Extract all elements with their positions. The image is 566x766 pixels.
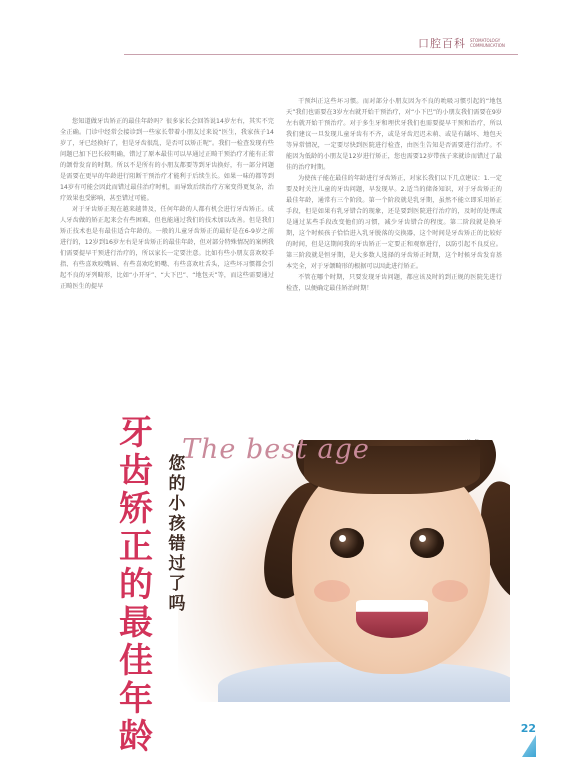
- smiling-mouth: [356, 600, 428, 638]
- main-title: [112, 414, 160, 756]
- child-photo: [178, 440, 510, 702]
- subtitle-char: 过: [168, 554, 186, 574]
- paragraph: 对于牙齿矫正现在越来越普及，任何年龄的人都有机会进行牙齿矫正。成人牙齿做的矫正起来会有些困难，但也能通过我们的技术加以改善。但是我们矫正技术也是有最佳适合年龄的。一般的儿童牙齿矫正的最好是在6-9岁之前进行的，12岁到16岁左右是牙齿矫正的最佳年龄，但对部分特殊情况的案例我们需要提早干预进行治疗的，所以家长一定要注意。比如有些小朋友喜欢咬手指、有些喜欢咬嘴唇、有些喜欢吃奶嘴、有些喜欢吐舌头，这些坏习惯都会引起不良的牙列畸形，比如“小开牙”、“大下巴”、“地包天”等，而这些需要通过正畸医生的提早: [60, 206, 274, 290]
- title-char: 牙: [119, 413, 153, 453]
- title-char: 最: [119, 603, 153, 643]
- title-char: 齿: [119, 451, 153, 491]
- paragraph: 您知道做牙齿矫正的最佳年龄吗？很多家长会回答说14岁左右，其实不完全正确。门诊中经常会接诊到一些家长带着小朋友过来说“医生，我家孩子14岁了，牙已经换好了，但是牙齿很乱，是否可以矫正呢”。我们一检查发现有些问题已加下巴长较明确，错过了原本最佳可以早通过正畸干预治疗才能有正常的颌骨发育的时期。所以不是所有的小朋友都要等到牙齿换好，有一部分问题是需要在更早的年龄进行阻断干预治疗才能利于后续生长。如果一味的都等到14岁有可能会因此而错过最佳治疗时机，而导致后续治疗方案变得更复杂，治疗效果也受影响，甚至错过可能。: [60, 118, 274, 202]
- page-header: [418, 34, 518, 52]
- paragraph: 干预纠正这些坏习惯。而对部分小朋友因为不良的吮吸习惯引起的“地包天”我们也需要在3岁左右就开始干预治疗，对“小下巴”的小朋友我们需要在9岁左右就开始干预治疗。对于多生牙和埋伏牙我们也需要提早干预和治疗，所以我们建议一旦发现儿童牙齿有不齐，或是牙齿迟迟未萌、或是有龋坏、地包天等异常情况，一定要尽快到医院进行检查，由医生告知是否需要进行治疗。不能因为低龄的小朋友是12岁进行矫正，您也需要12岁带孩子来就诊而错过了最佳的治疗时期。: [286, 98, 502, 171]
- title-char: 的: [119, 565, 153, 605]
- subtitle-char: 了: [168, 574, 186, 594]
- title-char: 矫: [119, 489, 153, 529]
- text-column-right: [286, 96, 502, 294]
- cheek-right: [432, 580, 468, 602]
- title-char: 正: [119, 527, 153, 567]
- title-char: 佳: [119, 641, 153, 681]
- subtitle-char: 的: [168, 474, 186, 494]
- eye-left: [330, 528, 364, 558]
- sub-title: [166, 454, 188, 614]
- subtitle-char: 吗: [168, 594, 186, 614]
- subtitle-char: 错: [168, 534, 186, 554]
- text-column-left: [60, 116, 274, 292]
- title-char: 龄: [119, 717, 153, 757]
- section-subtitle-en: STOMATOLOGY COMMUNICATION: [470, 38, 505, 48]
- corner-decoration: [522, 735, 536, 757]
- cheek-left: [314, 580, 350, 602]
- english-title: The best age: [182, 434, 370, 465]
- header-divider: [124, 54, 518, 55]
- subtitle-char: 小: [168, 494, 186, 514]
- page-number: 22: [520, 722, 536, 735]
- subtitle-char: 孩: [168, 514, 186, 534]
- paragraph: 不管在哪个时期，只要发现牙齿问题，都应该及时的到正规的医院先进行检查，以便确定最佳矫治时期！: [286, 274, 502, 292]
- paragraph: 为使孩子能在最佳的年龄进行牙齿矫正，对家长我们以下几点建议：1.一定要及时关注儿童的牙齿问题，早发现早。2.适当的储备知识，对于牙齿矫正的最佳年龄，通常有三个阶段。第一个阶段就是乳牙期，虽然不能立即采用矫正手段，但是如果有乳牙错合的现象，还是要到医院进行治疗的，及时的处理或是通过某些手段改变他们的习惯，减少牙齿错合的程度。第二阶段就是换牙期，这个时候孩子恰恰进入乳牙脱落的交换器，这个时间是牙齿矫正的比较好的时间，但是这期间我的牙齿矫正一定要正和观察进行，以防引起不良反应。第三阶段就是恒牙期，是大多数人选择的牙齿矫正时期，这个时候牙齿发育基本完全，对于牙颌畸形的根据可以因此进行矫正。: [286, 175, 502, 270]
- section-title: 口腔百科: [418, 37, 466, 50]
- eye-right: [410, 528, 444, 558]
- title-char: 年: [119, 679, 153, 719]
- subtitle-char: 您: [168, 454, 186, 474]
